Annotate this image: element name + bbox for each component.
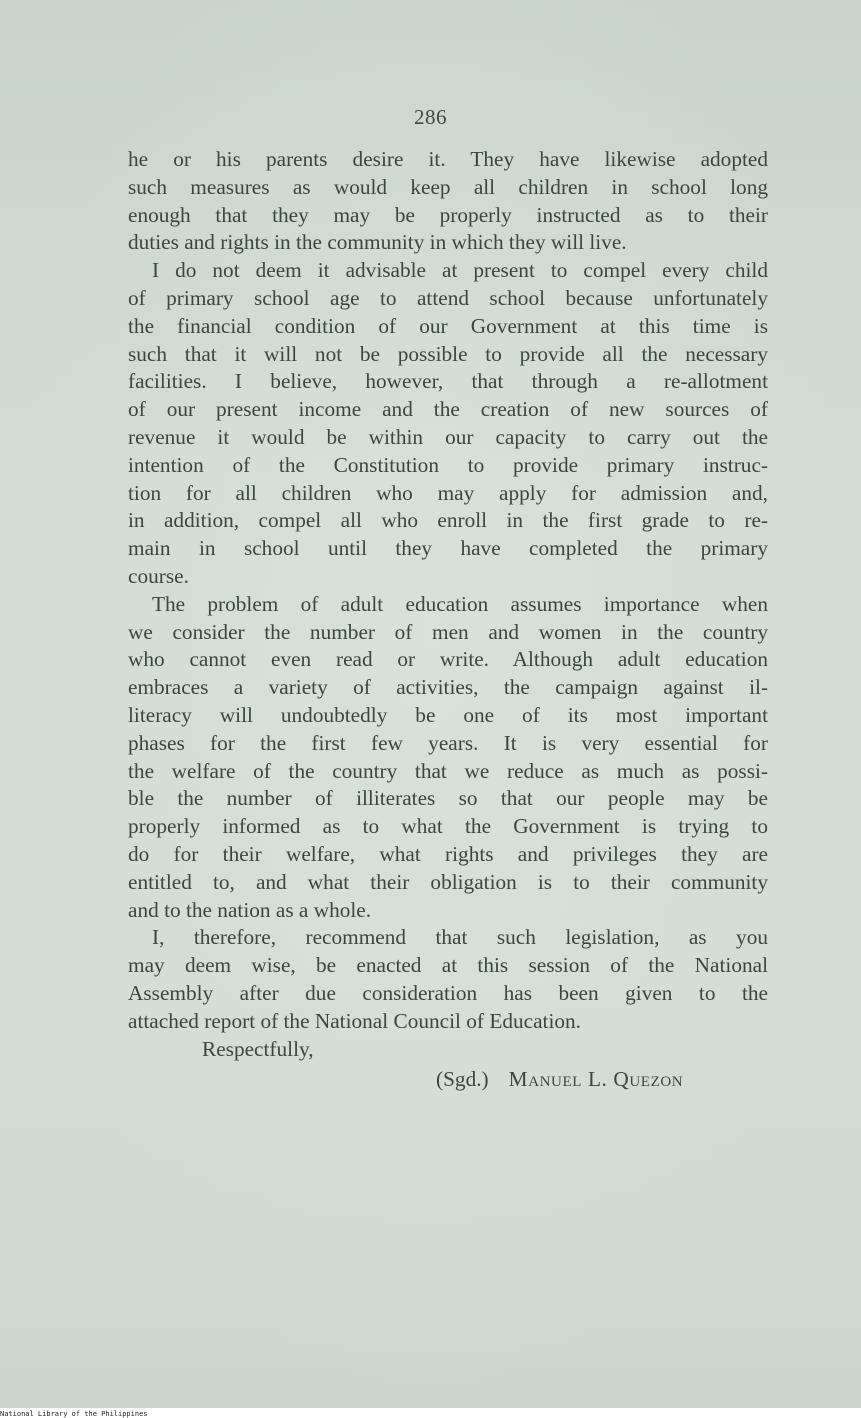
text-line: such that it will not be possible to provide all the necessary [128,341,768,366]
paragraph [128,257,768,591]
text-line: entitled to, and what their obligation is to their community [128,869,768,894]
text-line: ble the number of illiterates so that our people may be [128,786,768,811]
paragraph [128,924,768,1035]
signature-line [436,1066,683,1094]
text-line: we consider the number of men and women in the country [128,619,768,644]
text-line: literacy will undoubtedly be one of its most important [128,702,768,727]
text-line: The problem of adult education assumes importance when [152,591,768,616]
text-line: the welfare of the country that we reduce as much as possi- [128,758,768,783]
text-line: facilities. I believe, however, that through a re-allotment [128,369,768,394]
text-line: who cannot even read or write. Although adult education [128,647,768,672]
text-line: and to the nation as a whole. [128,897,372,922]
text-line: he or his parents desire it. They have likewise adopted [128,147,768,171]
text-line: tion for all children who may apply for admission and, [128,480,768,505]
page-number: 286 [414,105,447,129]
paragraph [128,591,768,925]
text-line: such measures as would keep all children in school long [128,174,768,199]
text-line: intention of the Constitution to provide primary instruc- [128,452,768,477]
closing-salutation: Respectfully, [202,1036,314,1061]
library-credit: National Library of the Philippines [0,1410,148,1418]
text-line: the financial condition of our Government at this time is [128,313,768,338]
text-line: of primary school age to attend school because unfortunately [128,285,768,310]
text-line: embraces a variety of activities, the campaign against il- [128,675,768,700]
text-line: enough that they may be properly instructed as to their [128,202,768,227]
signatory-name: Manuel L. Quezon [508,1067,684,1091]
text-line: phases for the first few years. It is very essential for [128,730,768,755]
text-line: revenue it would be within our capacity to carry out the [128,424,768,449]
text-line: properly informed as to what the Government is trying to [128,814,768,839]
text-line: course. [128,563,189,588]
text-line: Assembly after due consideration has been given to the [128,980,768,1005]
text-line: do for their welfare, what rights and privileges they are [128,841,768,866]
signature-prefix: (Sgd.) [436,1067,489,1091]
text-line: in addition, compel all who enroll in the first grade to re- [128,508,768,533]
text-line: duties and rights in the community in which they will live. [128,230,627,255]
text-line: I do not deem it advisable at present to compel every child [152,258,768,283]
text-line: main in school until they have completed the primary [128,536,768,561]
text-line: may deem wise, be enacted at this session of the National [128,953,768,978]
text-line: attached report of the National Council of Education. [128,1008,581,1033]
paragraph [128,146,768,257]
text-line: of our present income and the creation of new sources of [128,397,768,422]
text-line: I, therefore, recommend that such legislation, as you [152,925,768,950]
body-text [128,146,768,1063]
